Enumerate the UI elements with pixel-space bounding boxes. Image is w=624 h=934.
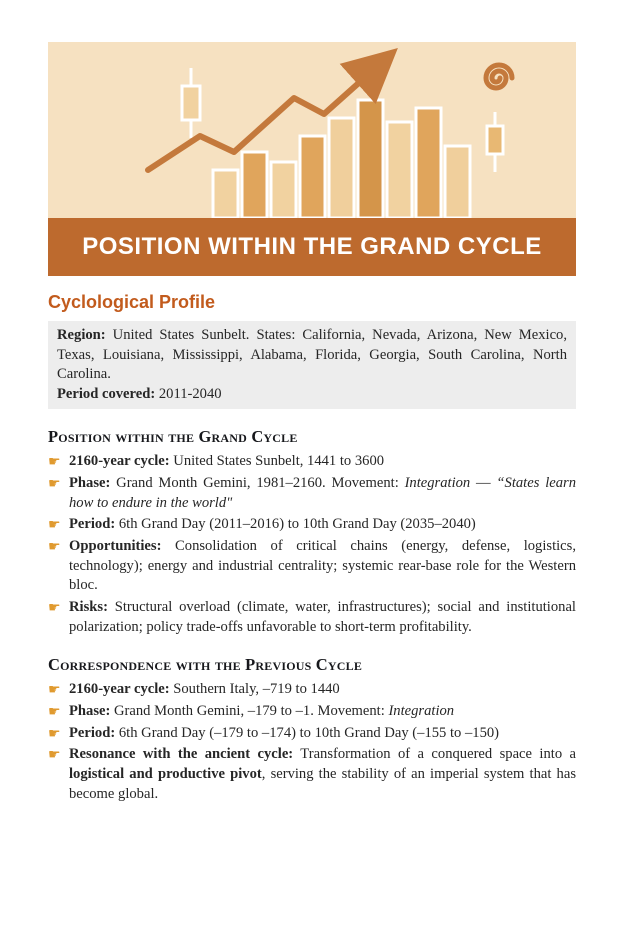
item-text: Period: 6th Grand Day (–179 to –174) to 10th Grand Day (–155 to –150) — [69, 724, 500, 741]
list-item — [48, 680, 576, 700]
pointer-hand-icon: ☛ — [48, 517, 61, 534]
page-title: Cyclological Profile — [48, 292, 216, 312]
section-title: Correspondence with the Previous Cycle — [48, 655, 363, 675]
pointer-hand-icon: ☛ — [48, 454, 61, 471]
item-text: 2160-year cycle: Southern Italy, –719 to 1440 — [69, 681, 340, 698]
pointer-hand-icon: ☛ — [48, 682, 61, 699]
item-text: Resonance with the ancient cycle: Transformation of a conquered space into a logistical and productive pivot, serving the stability of an imperial system that has become global. — [69, 746, 576, 802]
growth-chart-illustration — [48, 42, 576, 218]
list-item — [48, 515, 576, 535]
summary-paragraph: Period covered: 2011-2040 — [57, 385, 222, 402]
item-text: Phase: Grand Month Gemini, –179 to –1. Movement: Integration — [69, 703, 455, 720]
list-item — [48, 745, 576, 804]
hero — [48, 42, 576, 276]
section — [48, 655, 576, 804]
item-text: Risks: Structural overload (climate, water, infrastructures); social and institutional polarization; policy trade-offs unfavorable to short-term profitability. — [69, 599, 576, 635]
pointer-hand-icon: ☛ — [48, 747, 61, 764]
list-item — [48, 724, 576, 744]
pointer-hand-icon: ☛ — [48, 600, 61, 616]
section-items — [48, 452, 576, 637]
list-item — [48, 702, 576, 722]
page — [0, 42, 624, 805]
summary-paragraph: Region: United States Sunbelt. States: California, Nevada, Arizona, New Mexico, Texas, Louisiana, Mississippi, Alabama, Florida, Georgia, South Carolina, North Carolina. — [57, 327, 567, 383]
pointer-hand-icon: ☛ — [48, 475, 61, 492]
banner-title: POSITION WITHIN THE GRAND CYCLE — [48, 218, 576, 276]
pointer-hand-icon: ☛ — [48, 725, 61, 742]
profile-summary — [48, 321, 576, 409]
pointer-hand-icon: ☛ — [48, 538, 61, 555]
section-items — [48, 680, 576, 804]
item-text: Period: 6th Grand Day (2011–2016) to 10th Grand Day (2035–2040) — [69, 516, 476, 533]
sections — [48, 427, 576, 804]
list-item — [48, 598, 576, 637]
list-item — [48, 537, 576, 596]
section-title: Position within the Grand Cycle — [48, 427, 298, 447]
section — [48, 427, 576, 637]
item-text: Phase: Grand Month Gemini, 1981–2160. Movement: Integration — “States learn how to endure in the world" — [69, 474, 576, 511]
item-text: Opportunities: Consolidation of critical chains (energy, defense, logistics, technology); energy and industrial centrality; systemic rear-base role for the Western bloc. — [69, 537, 576, 594]
list-item — [48, 452, 576, 472]
item-text: 2160-year cycle: United States Sunbelt, 1441 to 3600 — [69, 453, 385, 470]
list-item — [48, 474, 576, 513]
pointer-hand-icon: ☛ — [48, 704, 61, 721]
